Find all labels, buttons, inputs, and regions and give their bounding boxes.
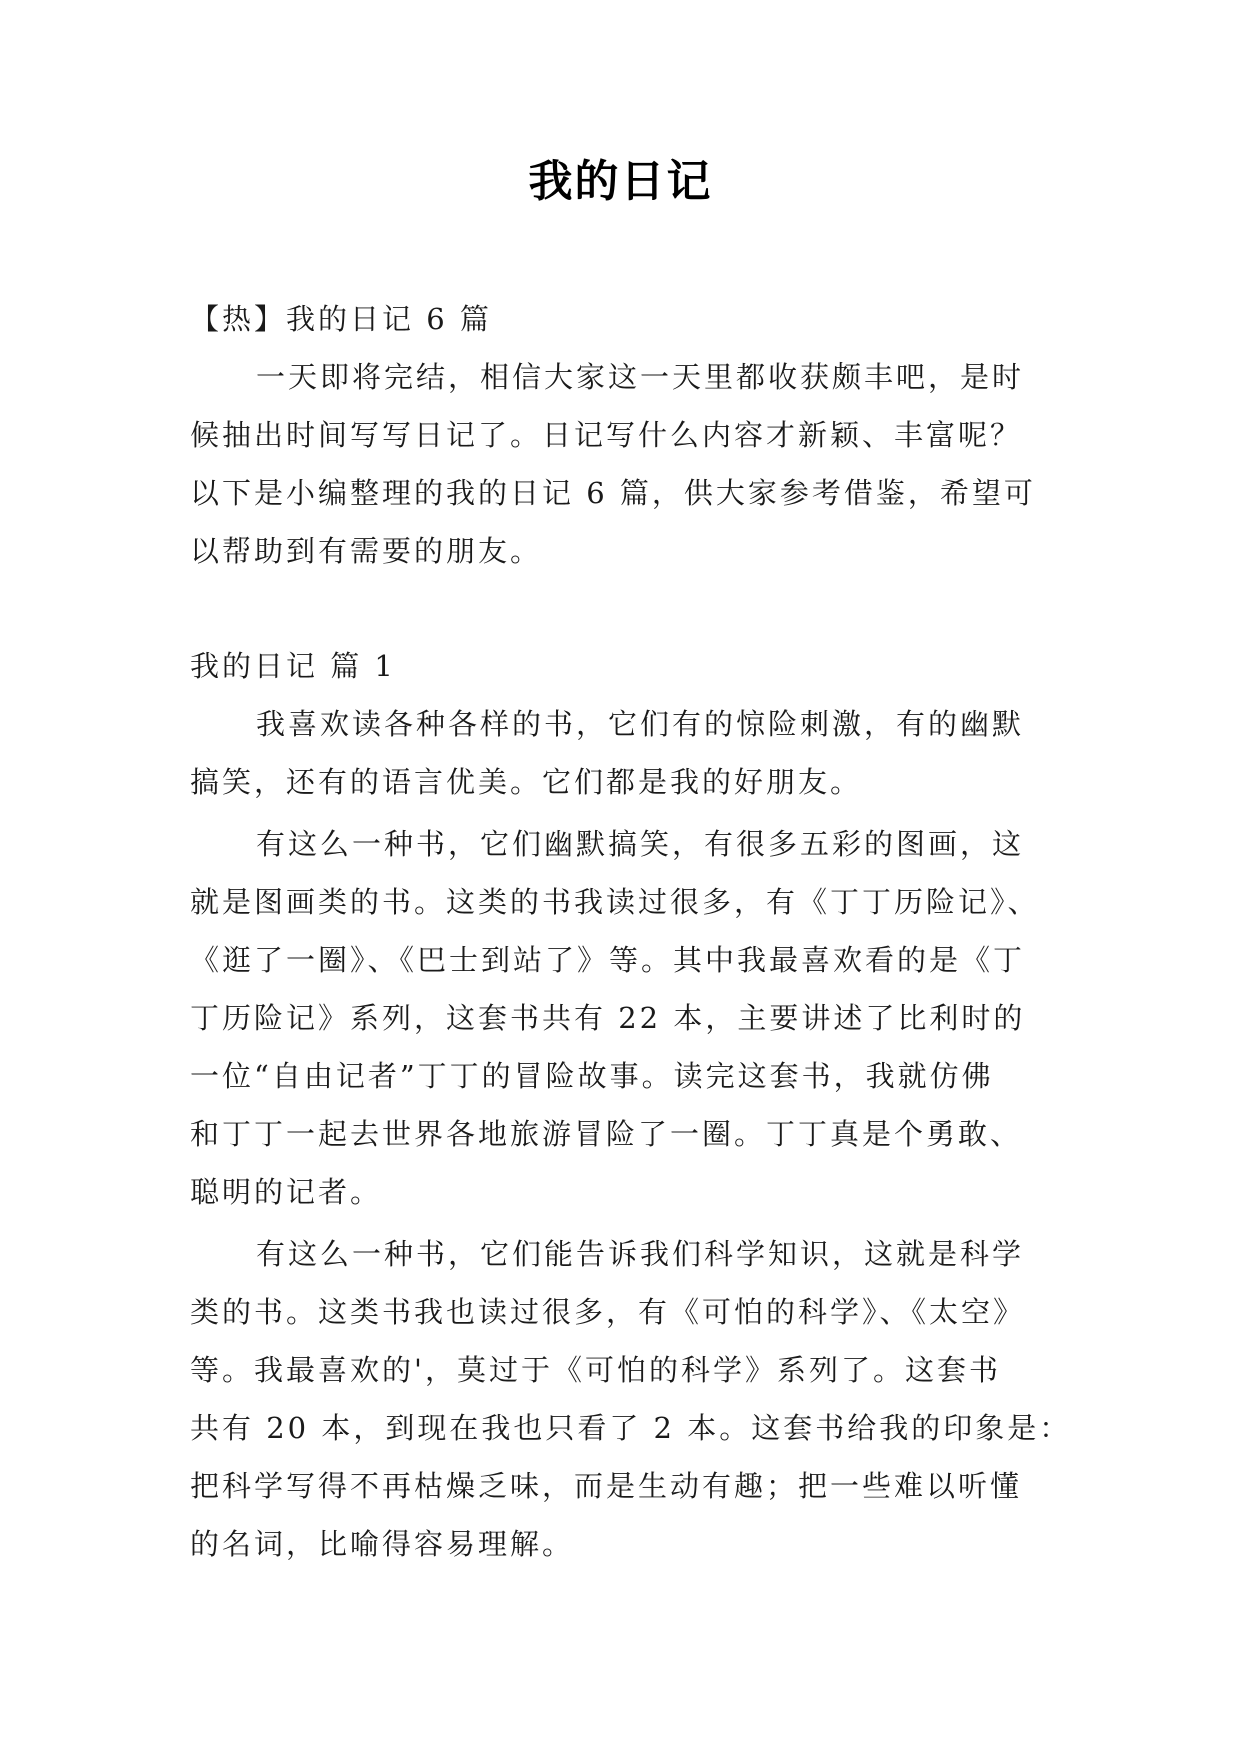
body-paragraph-1 [190, 695, 1090, 811]
intro-line: 一天即将完结，相信大家这一天里都收获颇丰吧，是时 [256, 360, 1025, 394]
body-paragraph-3 [190, 1225, 1090, 1573]
intro-paragraph [190, 348, 1090, 580]
document-title: 我的日记 [528, 156, 713, 207]
paragraph-line: 丁历险记》系列，这套书共有 22 本，主要讲述了比利时的 [190, 1001, 1026, 1035]
paragraph-line: 把科学写得不再枯燥乏味，而是生动有趣；把一些难以听懂 [190, 1469, 1023, 1503]
section-heading: 我的日记 篇 1 [190, 649, 396, 683]
paragraph-line: 搞笑，还有的语言优美。它们都是我的好朋友。 [190, 765, 863, 799]
paragraph-line: 类的书。这类书我也读过很多，有《可怕的科学》、《太空》 [190, 1295, 1026, 1329]
intro-line: 以帮助到有需要的朋友。 [190, 534, 543, 568]
paragraph-line: 有这么一种书，它们幽默搞笑，有很多五彩的图画，这 [256, 827, 1025, 861]
section-spacer [190, 580, 1090, 637]
body-paragraph-2 [190, 815, 1090, 1221]
paragraph-line: 共有 20 本，到现在我也只看了 2 本。这套书给我的印象是： [190, 1411, 1072, 1445]
document-body [190, 290, 1090, 1573]
paragraph-line: 等。我最喜欢的'，莫过于《可怕的科学》系列了。这套书 [190, 1353, 1001, 1387]
paragraph-line: 我喜欢读各种各样的书，它们有的惊险刺激，有的幽默 [256, 707, 1025, 741]
paragraph-line: 的名词，比喻得容易理解。 [190, 1527, 575, 1561]
paragraph-line: 有这么一种书，它们能告诉我们科学知识，这就是科学 [256, 1237, 1025, 1271]
paragraph-line: 《逛了一圈》、《巴士到站了》等。其中我最喜欢看的是《丁 [190, 943, 1026, 977]
paragraph-line: 一位“自由记者”丁丁的冒险故事。读完这套书，我就仿佛 [190, 1059, 994, 1093]
paragraph-line: 和丁丁一起去世界各地旅游冒险了一圈。丁丁真是个勇敢、 [190, 1117, 1023, 1151]
intro-line: 候抽出时间写写日记了。日记写什么内容才新颖、丰富呢？ [190, 418, 1023, 452]
paragraph-line: 就是图画类的书。这类的书我读过很多，有《丁丁历险记》、 [190, 885, 1040, 919]
intro-line: 以下是小编整理的我的日记 6 篇，供大家参考借鉴，希望可 [190, 476, 1036, 510]
intro-heading: 【热】我的日记 6 篇 [190, 302, 492, 336]
paragraph-line: 聪明的记者。 [190, 1175, 383, 1209]
